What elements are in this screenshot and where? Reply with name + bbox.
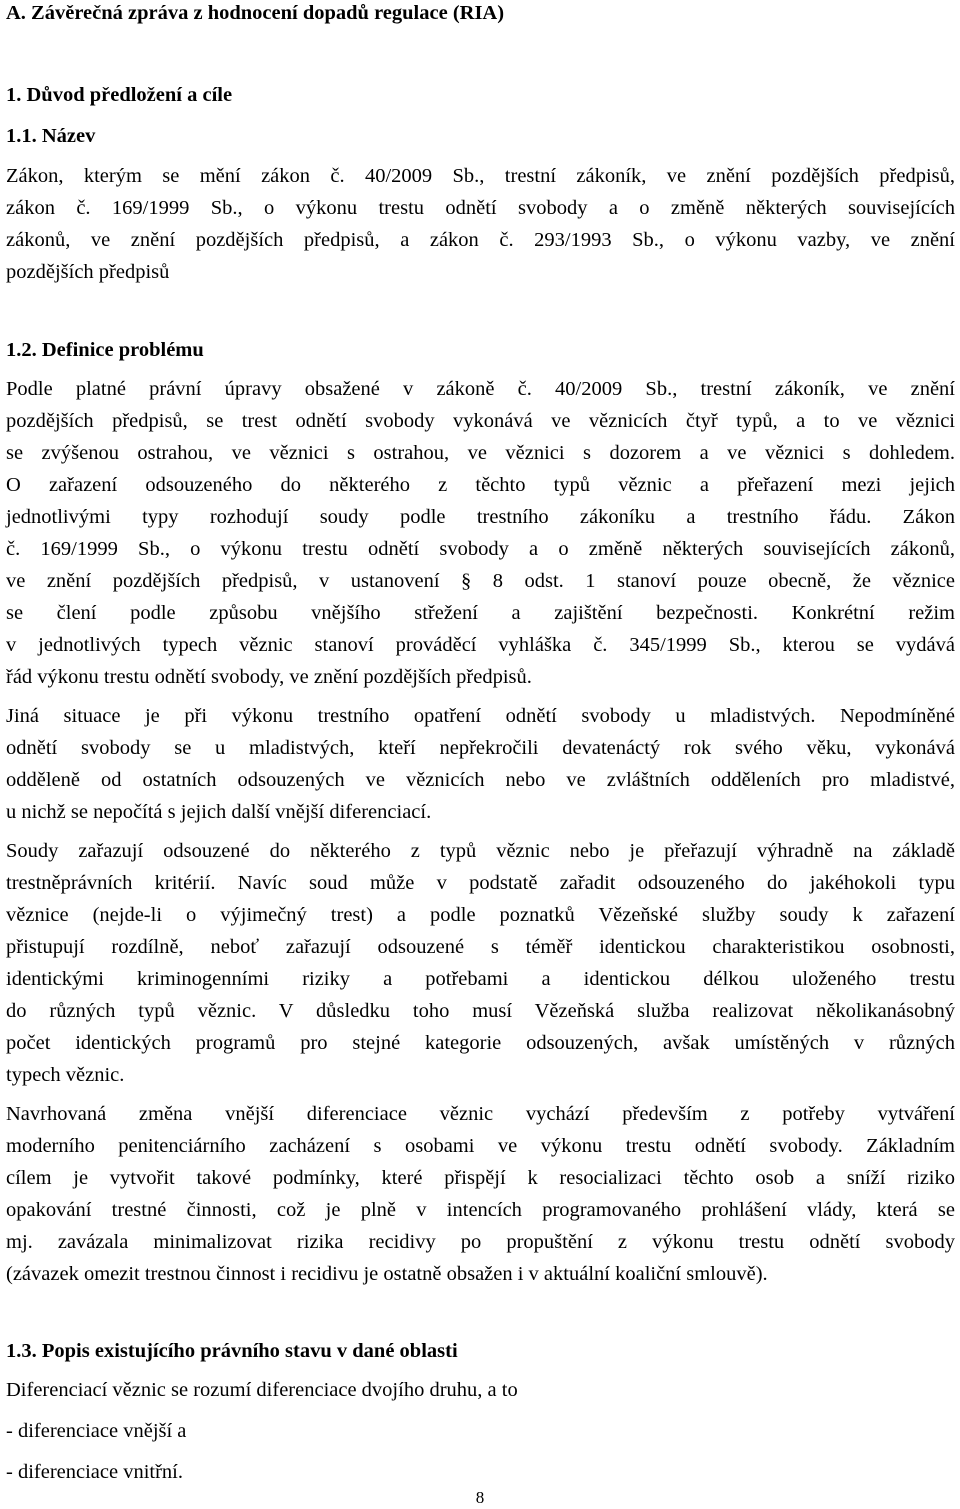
text-line: identickými kriminogenními riziky a potřebami a identickou délkou uloženého trestu [6, 968, 955, 990]
text-line: přistupují rozdílně, neboť zařazují odsouzené s téměř identickou charakteristikou osobnosti, [6, 936, 955, 958]
text-line: zákonů, ve znění pozdějších předpisů, a zákon č. 293/1993 Sb., o výkonu vazby, ve znění [6, 229, 955, 251]
text-line: Navrhovaná změna vnější diferenciace věznic vychází především z potřeby vytváření [6, 1103, 955, 1125]
text-line: odnětí svobody se u mladistvých, kteří nepřekročili devatenáctý rok svého věku, vykonává [6, 737, 955, 759]
text-line: věznice (nejde-li o výjimečný trest) a podle poznatků Vězeňské služby soudy k zařazení [6, 904, 955, 926]
text-line: jednotlivými typy rozhodují soudy podle trestního zákoníku a trestního řádu. Zákon [6, 506, 955, 528]
text-line: Jiná situace je při výkonu trestního opatření odnětí svobody u mladistvých. Nepodmíněné [6, 705, 955, 727]
text-line: se člení podle způsobu vnějšího střežení a zajištění bezpečnosti. Konkrétní režim [6, 602, 955, 624]
text-line: trestněprávních kritérií. Navíc soud může v podstatě zařadit odsouzeného do jakéhokoli typu [6, 872, 955, 894]
text-line: moderního penitenciárního zacházení s osobami ve výkonu trestu odnětí svobody. Základním [6, 1135, 955, 1157]
heading-1-1: 1.1. Název [6, 125, 96, 147]
text-line: mj. zavázala minimalizovat rizika recidivy po propuštění z výkonu trestu odnětí svobody [6, 1231, 955, 1253]
list-item: - diferenciace vnější a [6, 1420, 187, 1442]
text-line: zákon č. 169/1999 Sb., o výkonu trestu odnětí svobody a o změně některých souvisejících [6, 197, 955, 219]
text-line: u nichž se nepočítá s jejich další vnější diferenciací. [6, 801, 432, 823]
text-line: O zařazení odsouzeného do některého z těchto typů věznic a přeřazení mezi jejich [6, 474, 955, 496]
document-title: A. Závěrečná zpráva z hodnocení dopadů regulace (RIA) [6, 2, 505, 24]
text-line: (závazek omezit trestnou činnost i recidivu je ostatně obsažen i v aktuální koaliční smlouvě). [6, 1263, 768, 1285]
text-line: v jednotlivých typech věznic stanoví prováděcí vyhláška č. 345/1999 Sb., kterou se vydává [6, 634, 955, 656]
text-line: č. 169/1999 Sb., o výkonu trestu odnětí svobody a o změně některých souvisejících zákonů, [6, 538, 955, 560]
text-line: pozdějších předpisů, se trest odnětí svobody vykonává ve věznicích čtyř typů, a to ve věznici [6, 410, 955, 432]
text-line: Zákon, kterým se mění zákon č. 40/2009 Sb., trestní zákoník, ve znění pozdějších předpisů, [6, 165, 955, 187]
heading-1-3 [6, 1338, 955, 1364]
text-line: pozdějších předpisů [6, 261, 170, 283]
text-line: opakování trestné činnosti, což je plně v intencích programovaného prohlášení vlády, která se [6, 1199, 955, 1221]
text-line: odděleně od ostatních odsouzených ve věznicích nebo ve zvláštních odděleních pro mladistvé, [6, 769, 955, 791]
text-line: se zvýšenou ostrahou, ve věznici s ostrahou, ve věznici s dozorem a ve věznici s dohledem. [6, 442, 955, 464]
text-line: do různých typů věznic. V důsledku toho musí Vězeňská služba realizovat několikanásobný [6, 1000, 955, 1022]
heading-1-3-title: Popis existujícího právního stavu v dané oblasti [41, 1340, 458, 1362]
text-line: ve znění pozdějších předpisů, v ustanovení § 8 odst. 1 stanoví pouze obecně, že věznice [6, 570, 955, 592]
text-line: typech věznic. [6, 1064, 125, 1086]
heading-1-3-number: 1.3. [6, 1340, 42, 1362]
list-item: - diferenciace vnitřní. [6, 1461, 184, 1483]
text-line: počet identických programů pro stejné kategorie odsouzených, avšak umístěných v různých [6, 1032, 955, 1054]
heading-1-2: 1.2. Definice problému [6, 339, 204, 361]
text-line: cílem je vytvořit takové podmínky, které přispějí k resocializaci těchto osob a sníží riziko [6, 1167, 955, 1189]
page-number: 8 [475, 1488, 485, 1507]
text-line: Diferenciací věznic se rozumí diferenciace dvojího druhu, a to [6, 1379, 518, 1401]
text-line: řád výkonu trestu odnětí svobody, ve znění pozdějších předpisů. [6, 666, 532, 688]
heading-1: 1. Důvod předložení a cíle [6, 84, 233, 106]
text-line: Soudy zařazují odsouzené do některého z typů věznic nebo je přeřazují výhradně na základě [6, 840, 955, 862]
text-line: Podle platné právní úpravy obsažené v zákoně č. 40/2009 Sb., trestní zákoník, ve znění [6, 378, 955, 400]
